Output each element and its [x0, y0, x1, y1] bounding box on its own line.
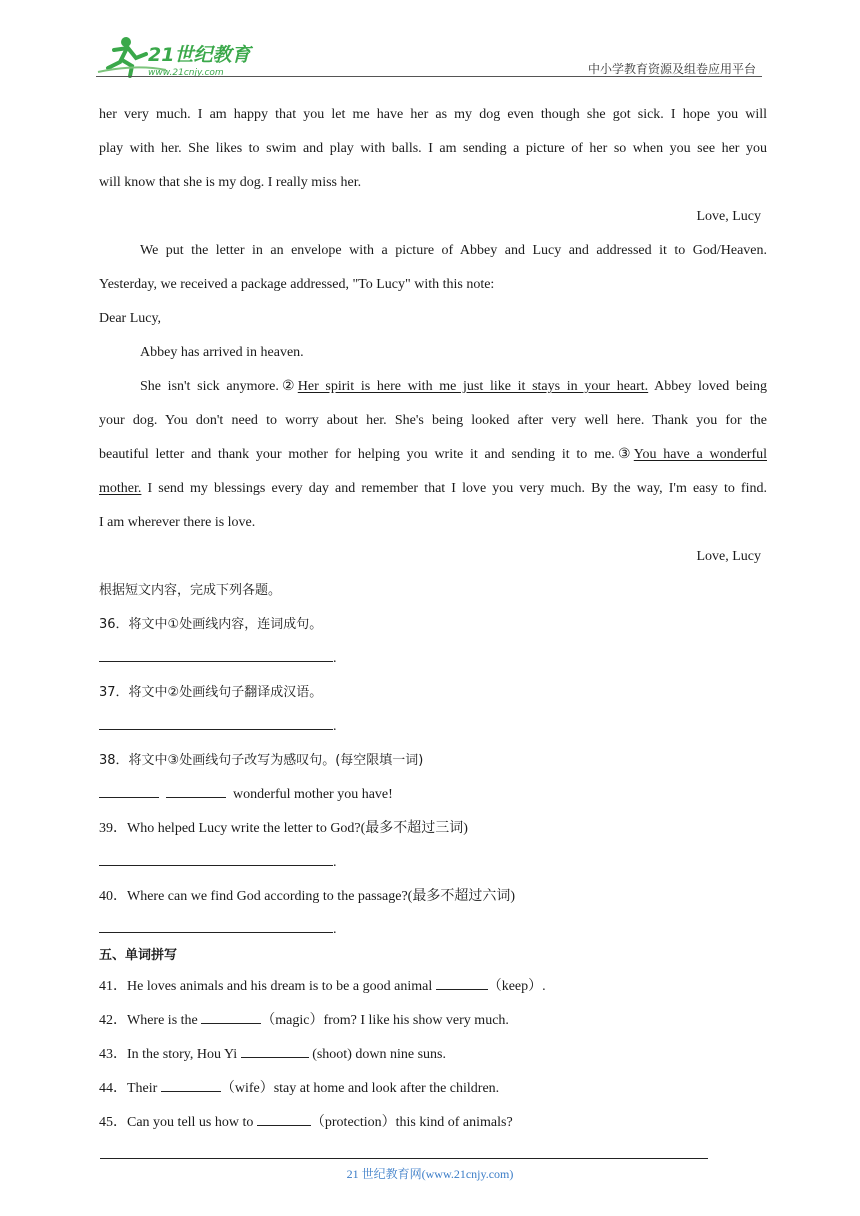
answer-blank[interactable]	[99, 780, 159, 798]
letter-signature: Love, Lucy	[696, 209, 761, 224]
question-40: 40．Where can we find God according to the passage?(最多不超过六词)	[99, 889, 515, 904]
answer-period: .	[333, 855, 337, 870]
passage-line: your dog. You don't need to worry about her. She's being looked after very well here. Thank you for the	[99, 413, 767, 428]
passage-line: We put the letter in an envelope with a picture of Abbey and Lucy and addressed it to God/Heaven.	[140, 243, 767, 258]
answer-line-38	[99, 778, 767, 812]
question-text: 45．Can you tell us how to	[99, 1115, 257, 1130]
answer-line-40[interactable]	[99, 914, 767, 942]
question-41	[99, 970, 767, 1004]
question-39: 39．Who helped Lucy write the letter to God?(最多不超过三词)	[99, 821, 468, 836]
answer-blank[interactable]	[99, 847, 333, 866]
answer-period: .	[333, 719, 337, 734]
question-text: （wife）stay at home and look after the children.	[220, 1081, 500, 1096]
letter-greeting: Dear Lucy,	[99, 311, 162, 326]
answer-line-37[interactable]	[99, 710, 767, 744]
document-body	[99, 98, 767, 1140]
question-text: (shoot) down nine suns.	[308, 1047, 446, 1062]
question-36: 36．将文中①处画线内容，连词成句。	[99, 617, 323, 632]
passage-line: her very much. I am happy that you let me have her as my dog even though she got sick. I hope you will	[99, 107, 767, 122]
footer-divider	[100, 1158, 708, 1159]
question-text: （magic）from? I like his show very much.	[261, 1013, 509, 1028]
question-text: 43．In the story, Hou Yi	[99, 1047, 241, 1062]
letter-signature: Love, Lucy	[696, 549, 761, 564]
answer-line-39[interactable]	[99, 846, 767, 880]
question-38: 38．将文中③处画线句子改写为感叹句。(每空限填一词)	[99, 753, 424, 768]
svg-text:21世纪教育: 21世纪教育	[148, 44, 251, 66]
question-45	[99, 1106, 767, 1140]
question-37: 37．将文中②处画线句子翻译成汉语。	[99, 685, 323, 700]
passage-line: Yesterday, we received a package addressed, "To Lucy" with this note:	[99, 277, 495, 292]
passage-line	[99, 370, 767, 404]
answer-period: .	[333, 651, 337, 666]
question-text: 42．Where is the	[99, 1013, 202, 1028]
answer-blank[interactable]	[241, 1040, 309, 1058]
answer-blank[interactable]	[99, 914, 333, 933]
question-38-tail: wonderful mother you have!	[233, 787, 393, 802]
header-divider	[96, 76, 762, 77]
passage-line: play with her. She likes to swim and play with balls. I am sending a picture of her so when you see her you	[99, 141, 767, 156]
question-44	[99, 1072, 767, 1106]
question-text: 44．Their	[99, 1081, 161, 1096]
header-platform-name: 中小学教育资源及组卷应用平台	[587, 62, 756, 76]
passage-line	[99, 472, 767, 506]
passage-text: I send my blessings every day and remember that I love you very much. By the way, I'm easy to find.	[141, 481, 767, 496]
underlined-sentence-3-end: mother.	[99, 481, 142, 496]
page-footer: 21 世纪教育网(www.21cnjy.com)	[346, 1167, 514, 1181]
passage-text: beautiful letter and thank your mother for helping you write it and sending it to me.③	[99, 447, 634, 462]
question-42	[99, 1004, 767, 1038]
answer-blank[interactable]	[166, 780, 226, 798]
answer-blank[interactable]	[201, 1006, 261, 1024]
question-text: 41．He loves animals and his dream is to be a good animal	[99, 979, 436, 994]
answer-blank[interactable]	[257, 1108, 311, 1126]
question-text: （keep）.	[487, 979, 546, 994]
answer-blank[interactable]	[99, 643, 333, 662]
passage-line: I am wherever there is love.	[99, 515, 256, 530]
answer-blank[interactable]	[99, 711, 333, 730]
answer-blank[interactable]	[161, 1074, 221, 1092]
passage-line: will know that she is my dog. I really miss her.	[99, 175, 362, 190]
site-logo-icon	[96, 34, 266, 78]
answer-blank[interactable]	[436, 972, 488, 990]
passage-text: She isn't sick anymore.②	[140, 379, 298, 394]
question-text: （protection）this kind of animals?	[310, 1115, 513, 1130]
underlined-sentence-3: You have a wonderful	[633, 447, 767, 462]
passage-line: Abbey has arrived in heaven.	[140, 345, 304, 360]
answer-period: .	[333, 922, 337, 937]
passage-line	[99, 438, 767, 472]
page-header	[96, 30, 762, 78]
answer-line-36[interactable]	[99, 642, 767, 676]
instruction-text: 根据短文内容，完成下列各题。	[99, 583, 282, 598]
section-title: 五、单词拼写	[99, 948, 178, 963]
passage-text: Abbey loved being	[648, 379, 767, 394]
underlined-sentence-2: Her spirit is here with me just like it stays in your heart.	[297, 379, 649, 394]
svg-text:www.21cnjy.com: www.21cnjy.com	[148, 68, 224, 78]
question-43	[99, 1038, 767, 1072]
